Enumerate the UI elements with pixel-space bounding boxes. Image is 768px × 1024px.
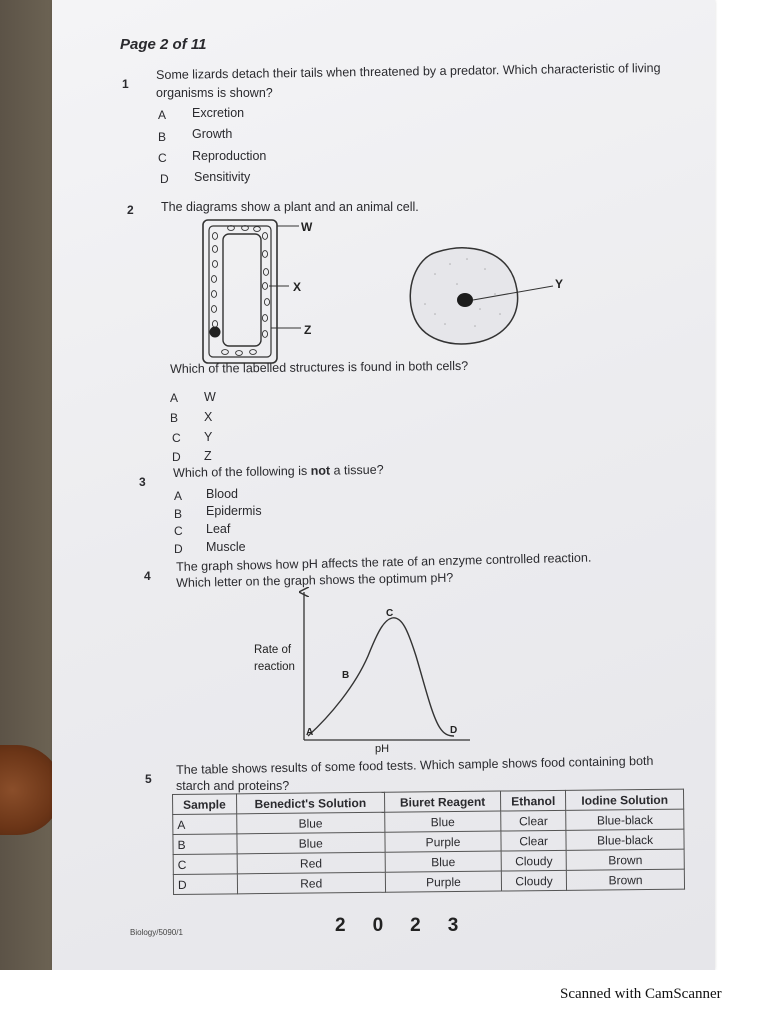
table-cell: Purple (385, 871, 501, 892)
option-letter: B (170, 411, 179, 425)
option-letter: B (158, 130, 167, 144)
question-text: The diagrams show a plant and an animal cell. (161, 200, 419, 214)
option-letter: A (170, 391, 179, 405)
nucleus-icon (210, 327, 221, 338)
option-text: Epidermis (206, 504, 262, 518)
table-cell: Blue (385, 851, 501, 872)
question-text: The graph shows how pH affects the rate of an enzyme controlled reaction. (176, 550, 592, 574)
y-axis-label: Rate of (254, 644, 292, 656)
plant-cell (203, 220, 301, 363)
question-text: The table shows results of some food tests. Which sample shows food containing both (176, 753, 654, 777)
table-cell: C (173, 854, 237, 875)
question-text: Which of the following is not a tissue? (173, 462, 384, 480)
table-cell: A (173, 814, 237, 835)
footer-year: 2023 (335, 915, 486, 936)
table-cell: Clear (501, 830, 566, 851)
label-y: Y (555, 277, 564, 291)
question-text: Which letter on the graph shows the optimum pH? (176, 570, 454, 590)
option-text: Sensitivity (194, 170, 251, 184)
table-cell: Blue (236, 812, 385, 834)
option-letter: D (172, 450, 181, 464)
food-test-table (172, 789, 685, 895)
table-cell: Clear (501, 810, 566, 831)
point-label-d: D (450, 725, 458, 736)
option-text: W (204, 390, 216, 404)
enzyme-graph (250, 586, 480, 756)
table-cell: Blue-black (566, 829, 684, 850)
label-w: W (301, 220, 313, 234)
footer-code: Biology/5090/1 (130, 928, 183, 937)
table-cell: Blue (385, 811, 501, 832)
option-letter: D (174, 542, 183, 556)
question-number: 4 (144, 569, 151, 583)
nucleus-icon (457, 293, 473, 307)
question-number: 5 (145, 772, 152, 786)
table-cell: Blue (237, 832, 386, 854)
point-label-b: B (342, 670, 350, 681)
option-letter: C (174, 524, 183, 538)
column-header: Ethanol (501, 790, 566, 811)
option-text: Z (204, 449, 212, 463)
question-text: Which of the labelled structures is found in both cells? (170, 358, 469, 376)
table-cell: Red (237, 872, 386, 894)
option-letter: A (158, 108, 167, 122)
scanner-watermark: Scanned with CamScanner (560, 986, 722, 1002)
table-cell: Brown (566, 849, 684, 870)
column-header: Biuret Reagent (384, 791, 500, 812)
option-text: Leaf (206, 522, 231, 536)
table-cell: Purple (385, 831, 501, 852)
page-label: Page 2 of 11 (120, 36, 207, 53)
question-text: organisms is shown? (156, 86, 273, 100)
option-letter: A (174, 489, 183, 503)
column-header: Iodine Solution (566, 789, 684, 810)
point-label-c: C (386, 608, 394, 619)
question-text: Some lizards detach their tails when threatened by a predator. Which characteristic of living (156, 60, 661, 82)
question-number: 2 (127, 203, 134, 217)
option-text: Blood (206, 487, 238, 501)
option-text: Reproduction (192, 149, 267, 163)
option-letter: C (158, 151, 167, 165)
label-z: Z (304, 323, 312, 337)
table-cell: Cloudy (501, 850, 566, 871)
option-text: Growth (192, 127, 233, 141)
table-cell: D (173, 874, 237, 895)
column-header: Benedict's Solution (236, 792, 385, 814)
cell-diagrams (195, 214, 575, 369)
label-x: X (293, 280, 302, 294)
question-text: starch and proteins? (176, 779, 290, 793)
option-letter: B (174, 507, 183, 521)
option-text: X (204, 410, 213, 424)
option-letter: C (172, 431, 181, 445)
table-cell: B (173, 834, 237, 855)
table-cell: Red (237, 852, 386, 874)
table-cell: Cloudy (501, 870, 566, 891)
option-letter: D (160, 172, 169, 186)
x-axis-label: pH (375, 743, 390, 755)
option-text: Muscle (206, 540, 246, 554)
animal-cell (410, 248, 553, 344)
y-axis-label: reaction (254, 661, 295, 673)
rate-curve (308, 618, 454, 736)
point-label-a: A (306, 727, 314, 738)
option-text: Y (204, 430, 213, 444)
table-cell: Brown (567, 869, 685, 890)
column-header: Sample (173, 794, 237, 815)
table-cell: Blue-black (566, 809, 684, 830)
option-text: Excretion (192, 106, 245, 120)
question-number: 1 (122, 77, 129, 91)
background-surface (0, 0, 60, 1024)
question-number: 3 (139, 475, 146, 489)
